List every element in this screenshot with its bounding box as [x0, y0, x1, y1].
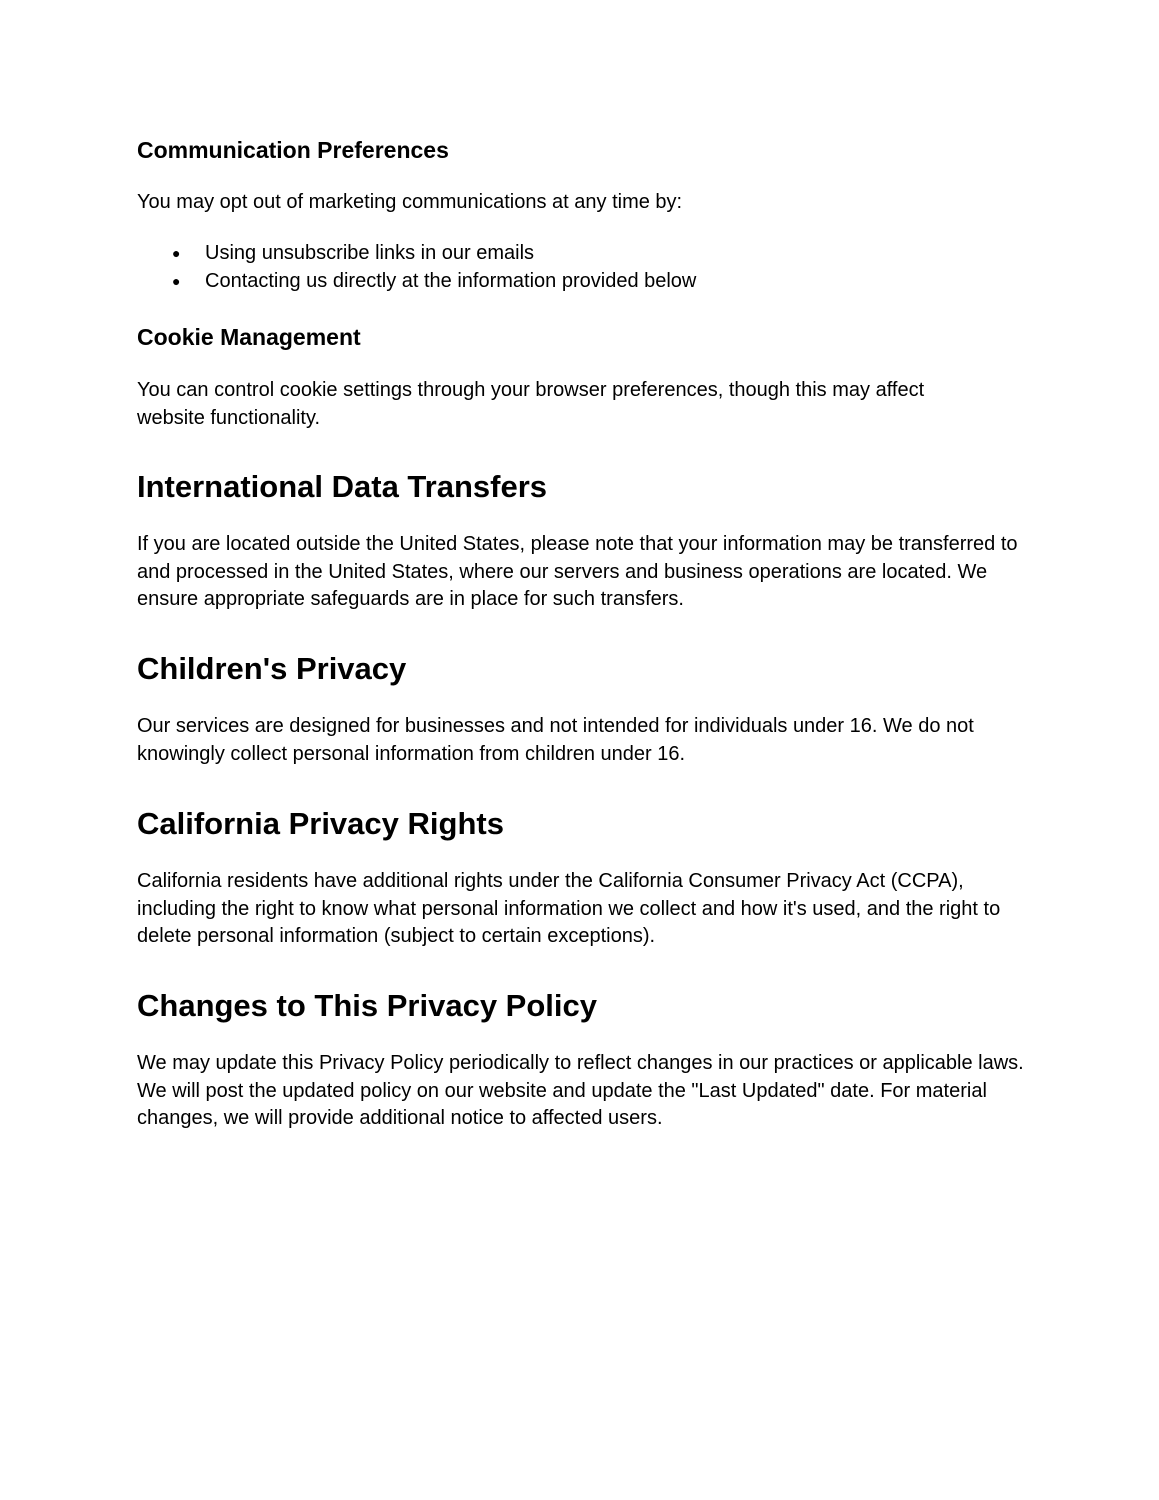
list-item [137, 268, 696, 296]
cookie-management-heading: Cookie Management [137, 324, 361, 350]
list-item-text: Using unsubscribe links in our emails [205, 242, 535, 264]
california-privacy-body: California residents have additional rights under the California Consumer Privacy Act (CCPA), including the right to know what personal information we collect and how it's used, and the right to delete personal information (subject to certain exceptions). [137, 870, 1001, 948]
policy-changes-heading: Changes to This Privacy Policy [137, 988, 597, 1023]
childrens-privacy-body: Our services are designed for businesses and not intended for individuals under 16. We do not knowingly collect personal information from children under 16. [137, 715, 974, 765]
international-transfers-heading: International Data Transfers [137, 469, 548, 504]
opt-out-list [137, 240, 696, 295]
childrens-privacy-heading: Children's Privacy [137, 651, 407, 686]
communication-intro: You may opt out of marketing communications at any time by: [137, 191, 683, 213]
list-item-text: Contacting us directly at the information provided below [205, 269, 697, 292]
list-item [137, 240, 696, 268]
california-privacy-heading: California Privacy Rights [137, 806, 504, 841]
cookie-management-body: You can control cookie settings through your browser preferences, though this may affect website functionality. [137, 379, 925, 429]
international-transfers-body: If you are located outside the United States, please note that your information may be transferred to and processed in the United States, where our servers and business operations are located. We ensure appropriate safeguards are in place for such transfers. [137, 533, 1018, 611]
bullet-icon: ● [172, 245, 181, 261]
policy-changes-body: We may update this Privacy Policy periodically to reflect changes in our practices or applicable laws. We will post the updated policy on our website and update the "Last Updated" date. For material changes, we will provide additional notice to affected users. [137, 1052, 1024, 1130]
communication-preferences-heading: Communication Preferences [137, 137, 449, 163]
bullet-icon: ● [172, 272, 181, 289]
